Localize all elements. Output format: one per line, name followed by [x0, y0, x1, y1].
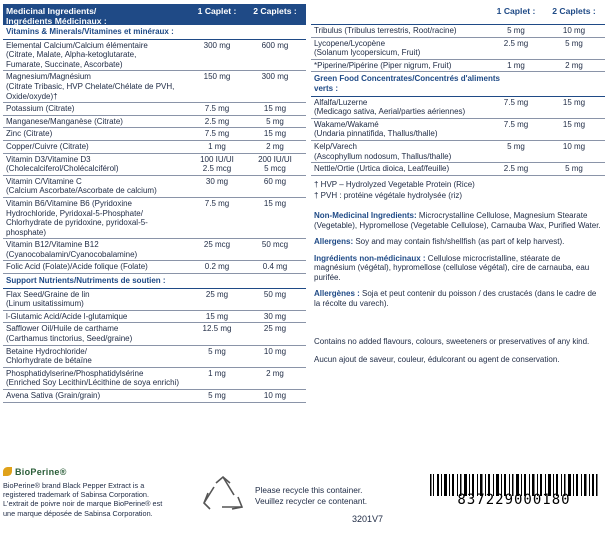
table-row	[311, 25, 605, 38]
notes	[311, 208, 605, 365]
dose-2: 15 mg	[263, 129, 287, 139]
dose-1: 1 mg	[507, 60, 525, 70]
dose-2: 10 mg	[263, 391, 287, 400]
table-row	[3, 368, 306, 390]
ingredient-name: Vitamin C/Vitamine C (Calcium Ascorbate/Ascorbate de calcium)	[6, 176, 157, 196]
ingredient-name: *Piperine/Pipérine (Piper nigrum, Fruit)	[314, 60, 452, 70]
table-row	[3, 239, 306, 261]
table-row	[311, 163, 605, 176]
pepper-leaf-icon	[3, 467, 12, 476]
recycle-message: Please recycle this container. Veuillez recycler ce contenant.	[255, 485, 368, 506]
allergenes-label: Allergènes :	[314, 289, 360, 299]
dose-1: 2.5 mg	[503, 38, 529, 48]
table-row	[311, 141, 605, 163]
dose-2: 10 mg	[562, 26, 586, 35]
allergens-label: Allergens:	[314, 237, 354, 247]
header-1-caplet: 1 Caplet :	[496, 6, 536, 16]
dose-2: 25 mg	[263, 324, 287, 334]
ingredient-name: Tribulus (Tribulus terrestris, Root/racine)	[314, 26, 457, 35]
allergenes	[314, 289, 602, 308]
table-row	[3, 311, 306, 324]
ingredient-name: l-Glutamic Acid/Acide l-glutamique	[6, 311, 128, 321]
dose-2: 15 mg	[263, 104, 287, 114]
dose-1: 7.5 mg	[503, 97, 529, 107]
table-row	[3, 198, 306, 239]
dose-2: 60 mg	[263, 176, 287, 186]
dose-2: 200 IU/UI 5 mcg	[258, 154, 292, 174]
non-medicinal-ingredients	[314, 211, 602, 230]
inm-label: Ingrédients non-médicinaux :	[314, 253, 426, 263]
ingredient-name: Wakame/Wakamé (Undaria pinnatifida, Thallus/thalle)	[314, 119, 438, 139]
table-header	[311, 4, 605, 25]
dose-1: 30 mg	[205, 176, 229, 186]
section-title: Vitamins & Minerals/Vitamines et minéraux :	[3, 25, 306, 40]
dose-1: 5 mg	[208, 346, 226, 356]
table-row	[3, 40, 306, 72]
barcode-number: 837229000180	[428, 496, 600, 506]
dose-2: 10 mg	[263, 346, 287, 356]
ingredient-name: Zinc (Citrate)	[6, 129, 53, 139]
ingredient-name: Safflower Oil/Huile de carthame (Carthamus tinctorius, Seed/graine)	[6, 324, 133, 344]
lot-code: 3201V7	[352, 514, 384, 524]
ingredient-name: Lycopene/Lycopène (Solanum lycopersicum, Fruit)	[314, 38, 421, 58]
recycle-icon	[200, 475, 246, 519]
table-row	[3, 141, 306, 154]
bioperine-logo-text: BioPerine®	[15, 467, 67, 477]
dose-1: 7.5 mg	[204, 129, 230, 139]
allergens-text: Soy and may contain fish/shellfish (as part of kelp harvest).	[353, 237, 565, 247]
dose-2: 300 mg	[261, 72, 289, 82]
ingredient-name: Potassium (Citrate)	[6, 104, 75, 114]
dose-1: 300 mg	[203, 40, 231, 50]
table-row	[3, 390, 306, 403]
allergenes-text: Soja et peut contenir du poisson / des crustacés (dans le cadre de la récolte du varech).	[314, 289, 597, 309]
dose-2: 0.4 mg	[262, 262, 288, 272]
ingredient-name: Vitamin B12/Vitamine B12 (Cyanocobalamin/Cyanocobalamine)	[6, 240, 138, 259]
dose-1: 7.5 mg	[204, 104, 230, 114]
table-row	[311, 119, 605, 141]
dose-1: 12.5 mg	[202, 324, 232, 334]
dose-2: 15 mg	[263, 198, 287, 208]
dose-2: 10 mg	[562, 141, 586, 151]
dose-2: 2 mg	[266, 368, 284, 378]
table-row	[3, 154, 306, 176]
allergens	[314, 237, 602, 247]
header-1-caplet: 1 Caplet :	[197, 6, 237, 16]
dose-1: 7.5 mg	[503, 119, 529, 129]
dose-1: 5 mg	[507, 26, 525, 35]
table-row	[3, 261, 306, 274]
ingredient-name: Manganese/Manganèse (Citrate)	[6, 116, 123, 126]
ingredient-name: Nettle/Ortie (Urtica dioica, Leaf/feuille)	[314, 164, 450, 174]
table-row	[311, 38, 605, 60]
dose-2: 50 mg	[263, 289, 287, 299]
table-header	[3, 4, 306, 25]
ingredient-name: Avena Sativa (Grain/grain)	[6, 391, 101, 400]
dose-1: 1 mg	[208, 368, 226, 378]
dose-1: 7.5 mg	[204, 198, 230, 208]
ingredient-name: Phosphatidylserine/Phosphatidylsérine (Enriched Soy Lecithin/Lécithine de soya enrichi)	[6, 368, 179, 388]
dose-2: 600 mg	[261, 40, 289, 50]
ingredient-name: Elemental Calcium/Calcium élémentaire (Citrate, Malate, Alpha-ketoglutarate, Fumarate, Succinate, Ascorbate)	[6, 40, 148, 69]
dose-2: 50 mcg	[261, 240, 289, 250]
ingredients-continued	[311, 4, 605, 372]
dose-2: 5 mg	[565, 38, 583, 48]
ingredient-name: Kelp/Varech (Ascophyllum nodosum, Thallus/thalle)	[314, 141, 452, 161]
table-row	[3, 71, 306, 103]
medicinal-ingredients-table	[3, 4, 306, 403]
nmi-text: Microcrystalline Cellulose, Magnesium Stearate (Vegetable), Hypromellose (Vegetable Cellulose), Carnauba Wax, Purified Water.	[314, 210, 601, 230]
dose-2: 5 mg	[565, 164, 583, 174]
dose-2: 5 mg	[266, 116, 284, 126]
section-title: Green Food Concentrates/Concentrés d'aliments verts :	[311, 72, 605, 96]
dose-1: 25 mg	[205, 289, 229, 299]
table-row	[3, 116, 306, 129]
table-row	[3, 103, 306, 116]
table-row	[3, 128, 306, 141]
no-added-statement: Contains no added flavours, colours, sweeteners or preservatives of any kind.	[314, 336, 590, 346]
ingredient-name: Vitamin D3/Vitamine D3 (Cholecalciferol/Cholécalciférol)	[6, 154, 119, 174]
ingredient-name: Folic Acid (Folate)/Acide folique (Folate)	[6, 262, 148, 272]
ingredient-name: Betaine Hydrochloride/ Chlorhydrate de bétaïne	[6, 346, 92, 366]
table-row	[3, 289, 306, 311]
aucun-ajout-statement: Aucun ajout de saveur, couleur, édulcorant ou agent de conservation.	[314, 355, 560, 365]
dose-1: 150 mg	[203, 72, 231, 82]
nmi-label: Non-Medicinal Ingredients:	[314, 210, 417, 220]
bioperine-logo	[3, 467, 67, 478]
ingredient-name: Alfalfa/Luzerne (Medicago sativa, Aerial/parties aériennes)	[314, 97, 466, 117]
footnote-hvp: † HVP – Hydrolyzed Vegetable Protein (Rice)	[314, 179, 475, 189]
table-row	[311, 60, 605, 73]
ingredient-name: Vitamin B6/Vitamine B6 (Pyridoxine Hydrochloride, Pyridoxal-5-Phosphate/ Chlorhydrate de pyridoxine, pyridoxal-5-phosphate)	[6, 198, 148, 237]
label-footer	[0, 465, 608, 536]
ingredient-name: Flax Seed/Graine de lin (Linum usitatissimum)	[6, 289, 90, 309]
dose-1: 2.5 mg	[204, 116, 230, 126]
dose-2: 15 mg	[562, 97, 586, 107]
footnote-pvh: † PVH : protéine végétale hydrolysée (riz)	[314, 191, 463, 201]
header-2-caplets: 2 Caplets :	[552, 6, 596, 16]
dose-2: 2 mg	[565, 60, 583, 70]
dose-1: 25 mcg	[203, 240, 231, 250]
ingredients-non-medicinaux	[314, 254, 602, 283]
trademark-notice: BioPerine® brand Black Pepper Extract is a registered trademark of Sabinsa Corporation. L'extrait de poivre noir de marque BioPerine® est une marque déposée de Sabinsa Corporation.	[3, 481, 163, 518]
dose-1: 2.5 mg	[503, 164, 529, 174]
ingredient-name: Magnesium/Magnésium (Citrate Tribasic, HVP Chelate/Chélate de PVH, Oxide/oxyde)†	[6, 72, 175, 101]
dose-2: 30 mg	[263, 311, 287, 321]
inm-text: Cellulose microcristalline, stéarate de magnésium (végétal), hypromellose (cellulose végétal), cire de carnauba, eau purifée.	[314, 253, 590, 282]
dose-1: 100 IU/UI 2.5 mcg	[200, 154, 234, 174]
dose-1: 0.2 mg	[204, 262, 230, 272]
section-title: Support Nutrients/Nutriments de soutien :	[3, 274, 306, 289]
table-row	[3, 176, 306, 198]
dose-2: 15 mg	[562, 119, 586, 129]
table-row	[3, 323, 306, 345]
dose-1: 5 mg	[208, 391, 226, 400]
table-row	[311, 97, 605, 119]
header-ingredients: Medicinal Ingredients/ Ingrédients Médicinaux :	[6, 6, 107, 26]
table-row	[3, 346, 306, 368]
ingredient-name: Copper/Cuivre (Citrate)	[6, 141, 89, 151]
dose-1: 5 mg	[507, 141, 525, 151]
header-2-caplets: 2 Caplets :	[253, 6, 297, 16]
dose-1: 1 mg	[208, 141, 226, 151]
dose-1: 15 mg	[205, 311, 229, 321]
dose-2: 2 mg	[266, 141, 284, 151]
